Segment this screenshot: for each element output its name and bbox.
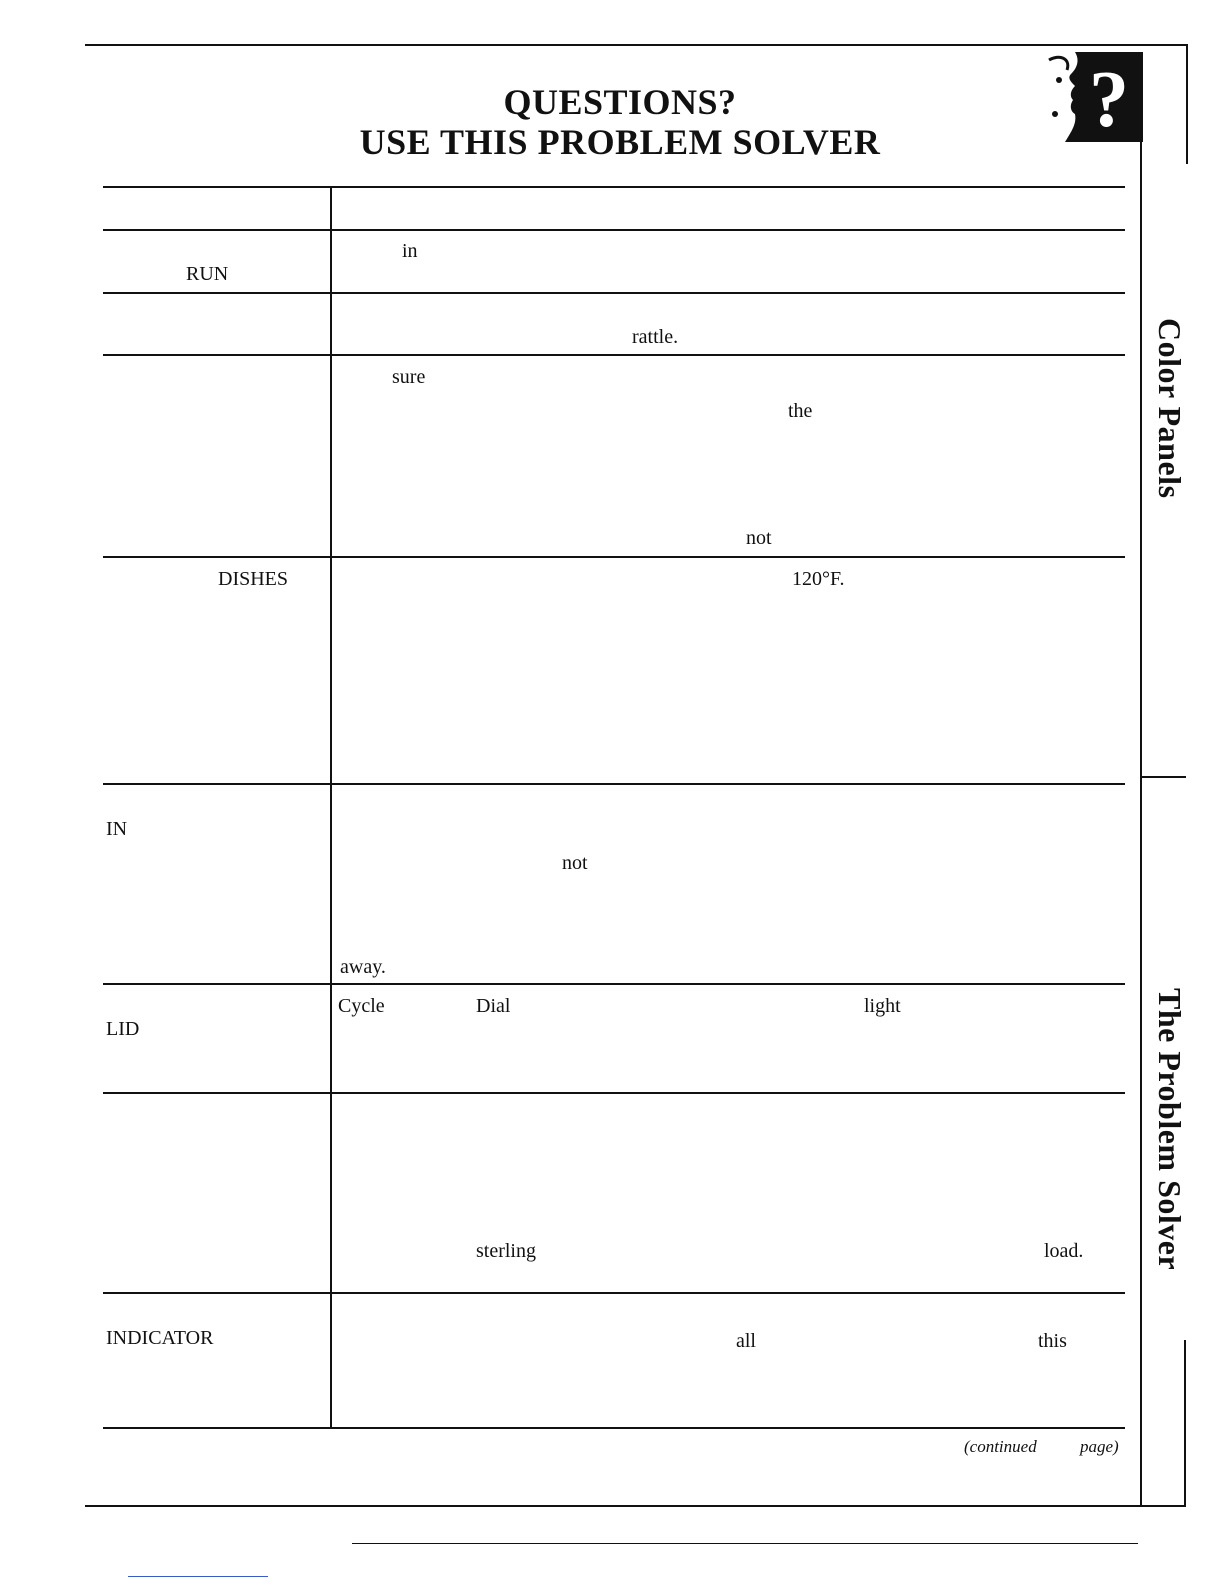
- side-tab-color-panels: Color Panels: [1152, 318, 1188, 499]
- footer-link-underline: [128, 1576, 268, 1577]
- solution-text-rattle: rattle.: [632, 326, 679, 348]
- solution-text-this: this: [1038, 1330, 1067, 1352]
- table-rule-2: [103, 292, 1125, 294]
- table-rule-1: [103, 229, 1125, 231]
- footer-thin-rule: [352, 1543, 1138, 1544]
- continued-page-label: page): [1080, 1437, 1119, 1456]
- bottom-rule: [85, 1505, 1186, 1507]
- side-tab-right-edge: [1184, 1340, 1186, 1505]
- continued-label: (continued: [964, 1437, 1037, 1456]
- side-tab-border: [1140, 140, 1142, 1505]
- right-tab-edge-top: [1186, 44, 1188, 164]
- side-tab-problem-solver: The Problem Solver: [1152, 988, 1188, 1271]
- solution-text-cycle: Cycle: [338, 995, 385, 1017]
- solution-text-the: the: [788, 400, 813, 422]
- table-rule-5: [103, 783, 1125, 785]
- cause-label-dishes: DISHES: [218, 568, 289, 590]
- table-rule-8: [103, 1292, 1125, 1294]
- solution-text-not2: not: [562, 852, 588, 874]
- solution-text-not1: not: [746, 527, 772, 549]
- table-rule-6: [103, 983, 1125, 985]
- solution-text-in: in: [402, 240, 418, 262]
- cause-label-run: RUN: [186, 263, 229, 285]
- page-title-line1: QUESTIONS?: [503, 82, 737, 122]
- solution-text-all: all: [736, 1330, 756, 1352]
- solution-text-sure: sure: [392, 366, 426, 388]
- cause-label-in: IN: [106, 818, 128, 840]
- solution-text-dial: Dial: [476, 995, 511, 1017]
- svg-text:?: ?: [1089, 56, 1129, 142]
- table-rule-4: [103, 556, 1125, 558]
- table-rule-3: [103, 354, 1125, 356]
- cause-label-indicator: INDICATOR: [106, 1327, 214, 1349]
- solution-text-temp: 120°F.: [792, 568, 845, 590]
- page-title-line2: USE THIS PROBLEM SOLVER: [359, 122, 881, 162]
- table-rule-7: [103, 1092, 1125, 1094]
- cause-label-lid: LID: [106, 1018, 140, 1040]
- table-rule-header: [103, 186, 1125, 188]
- solution-text-sterling: sterling: [476, 1240, 536, 1262]
- top-rule: [85, 44, 1187, 46]
- solution-text-light: light: [864, 995, 901, 1017]
- solution-text-load: load.: [1044, 1240, 1084, 1262]
- question-face-icon: [1045, 52, 1143, 142]
- table-rule-9: [103, 1427, 1125, 1429]
- column-divider: [330, 186, 332, 1428]
- side-tab-divider: [1140, 776, 1186, 778]
- solution-text-away: away.: [340, 956, 386, 978]
